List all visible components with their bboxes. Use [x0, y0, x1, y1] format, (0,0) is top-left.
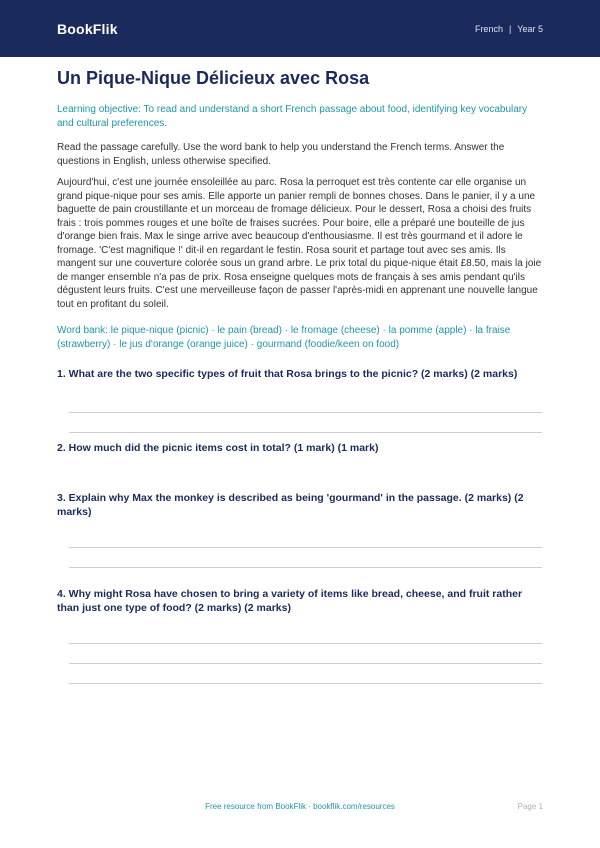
- question-1: [57, 367, 542, 433]
- question-text: 1. What are the two specific types of fruit that Rosa brings to the picnic? (2 marks) (2 marks): [57, 368, 518, 380]
- subject-year: [475, 24, 543, 34]
- question-text: 4. Why might Rosa have chosen to bring a variety of items like bread, cheese, and fruit rather than just one type of food? (2 marks) (2 marks): [57, 588, 523, 614]
- question-text: 2. How much did the picnic items cost in total? (1 mark) (1 mark): [57, 442, 379, 454]
- question-text: 3. Explain why Max the monkey is described as being 'gourmand' in the passage. (2 marks) (2 marks): [57, 492, 524, 518]
- question-2: [57, 441, 542, 455]
- answer-line[interactable]: [69, 412, 542, 413]
- answer-line[interactable]: [69, 663, 542, 664]
- answer-line[interactable]: [69, 547, 542, 548]
- worksheet-content: [57, 64, 542, 684]
- question-4: [57, 587, 542, 684]
- reading-passage: Aujourd'hui, c'est une journée ensoleillée au parc. Rosa la perroquet est très contente car elle organise un grand pique-nique pour ses amis. Elle apporte un panier rempli de bonnes choses. Dans le panier, il y a une baguette de pain croustillante et un morceau de fromage délicieux. Pour le dessert, Rosa a choisi des fruits frais : trois pommes rouges et une boîte de fraises sucrées. Pour boire, elle a préparé une bouteille de jus d'orange bien frais. Max le singe arrive avec beaucoup d'enthousiasme. Il est très gourmand et il adore le fromage. 'C'est magnifique !' dit-il en regardant le festin. Rosa sourit et partage tout avec ses amis. Ils mangent sur une couverture colorée sous un grand arbre. Le prix total du pique-nique était £8.50, mais la joie de manger ensemble n'a pas de prix. Rosa enseigne quelques mots de français à ses amis pendant qu'ils dégustent leurs fruits. C'est une merveilleuse façon de passer l'après-midi en apprenant une nouvelle langue tout en profitant du soleil.: [57, 177, 542, 310]
- answer-line[interactable]: [69, 683, 542, 684]
- meta-separator: |: [508, 23, 512, 34]
- question-3: [57, 491, 542, 568]
- header-bar: [0, 0, 600, 57]
- instructions: Read the passage carefully. Use the word bank to help you understand the French terms. Answer the questions in English, unless otherwise specified.: [57, 142, 505, 167]
- page-number: Page 1: [517, 802, 543, 811]
- subject-label: French: [474, 23, 503, 34]
- answer-line[interactable]: [69, 567, 542, 568]
- page-footer: [0, 802, 600, 814]
- word-bank: Word bank: le pique-nique (picnic) · le pain (bread) · le fromage (cheese) · la pomme (apple) · la fraise (strawberry) · le jus d'orange (orange juice) · gourmand (foodie/keen on food): [57, 325, 511, 350]
- brand-logo[interactable]: BookFlik: [57, 20, 118, 37]
- year-label: Year 5: [517, 23, 543, 34]
- learning-objective: Learning objective: To read and understand a short French passage about food, identifying key vocabulary and cultural preferences.: [57, 104, 528, 129]
- answer-line[interactable]: [69, 643, 542, 644]
- footer-link[interactable]: Free resource from BookFlik · bookflik.com/resources: [205, 802, 395, 811]
- answer-line[interactable]: [69, 432, 542, 433]
- page-title: Un Pique-Nique Délicieux avec Rosa: [57, 68, 370, 88]
